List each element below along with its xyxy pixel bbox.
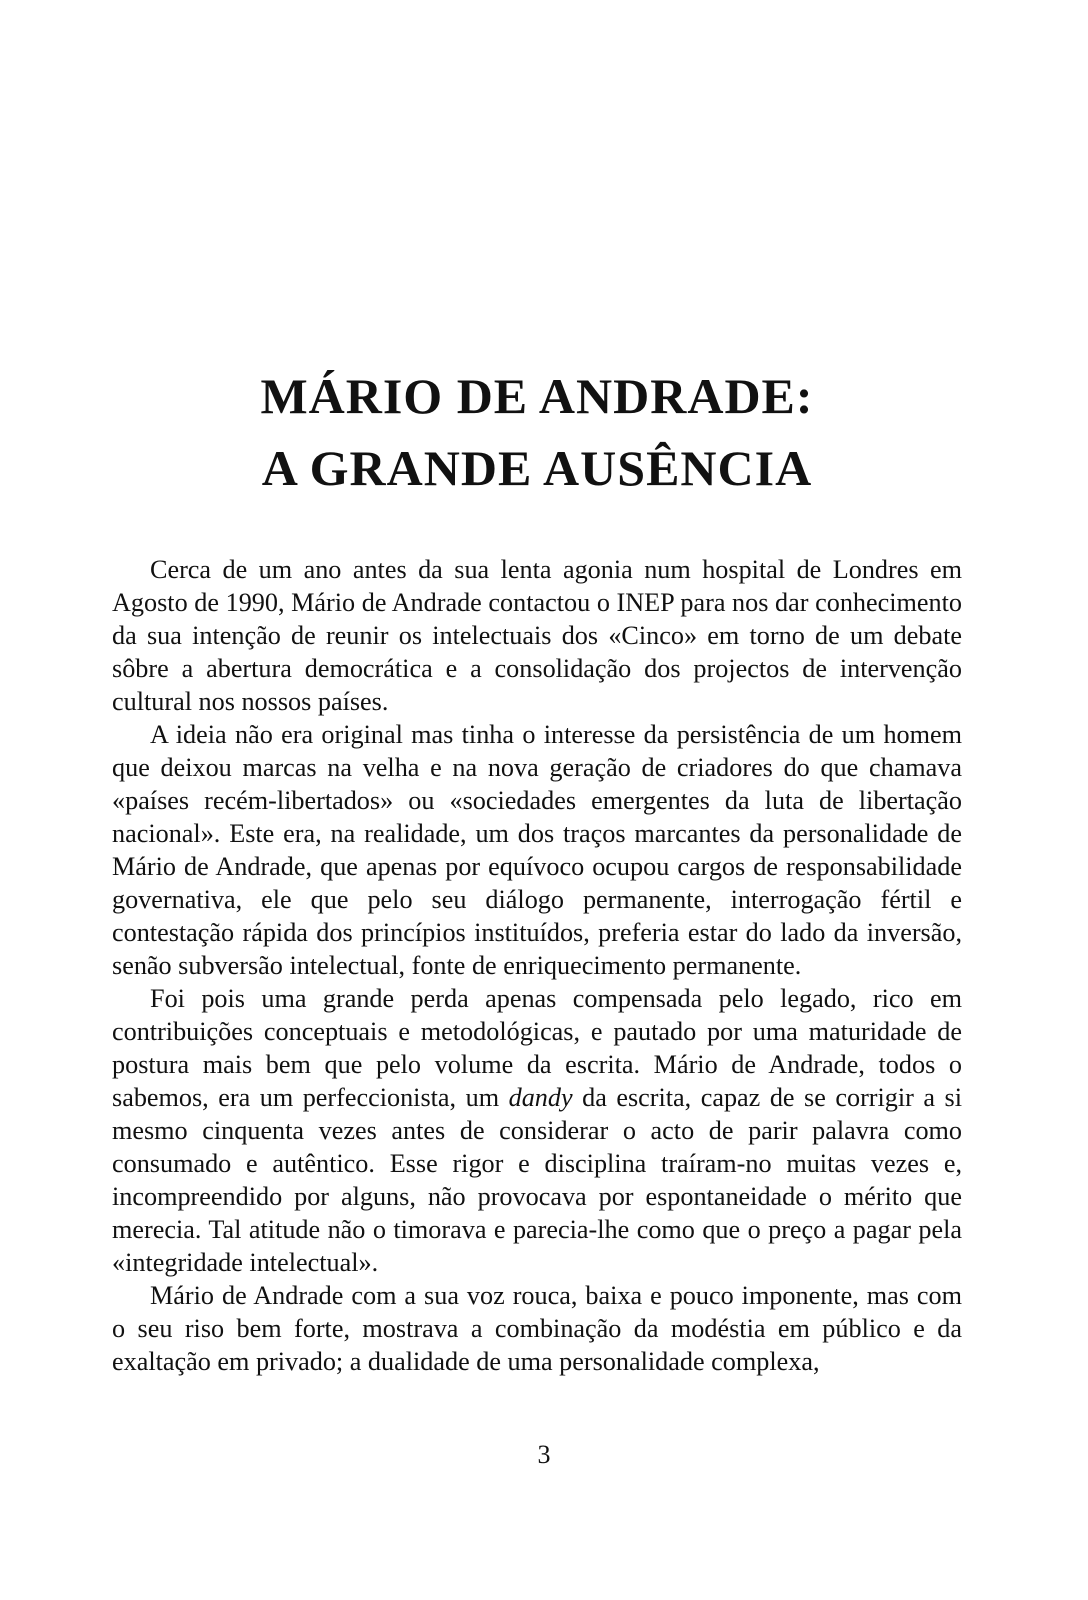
paragraph-1: Cerca de um ano antes da sua lenta agonia num hospital de Londres em Agosto de 1990, Mário de Andrade contactou o INEP para nos dar conhecimento da sua intenção de reunir os intelectuais dos «Cinco» em torno de um debate sôbre a abertura democrática e a consolidação dos projectos de intervenção cultural nos nossos países. xyxy=(112,555,962,716)
chapter-title-line-1: MÁRIO DE ANDRADE: xyxy=(260,368,814,424)
paragraph-3-italic-word: dandy xyxy=(508,1083,573,1112)
paragraph-4: Mário de Andrade com a sua voz rouca, baixa e pouco imponente, mas com o seu riso bem forte, mostrava a combinação da modéstia em público e da exaltação em privado; a dualidade de uma personalidade complexa, xyxy=(112,1281,962,1376)
chapter-title-line-2: A GRANDE AUSÊNCIA xyxy=(261,440,813,496)
paragraph-3-text-before: Foi pois uma grande perda apenas compensada pelo legado, rico em contribuições conceptuais e metodológicas, e pautado por uma maturidade de postura mais bem que pelo volume da escrita. Mário de Andrade, todos o sabemos, era um perfeccionista, um xyxy=(112,984,962,1112)
paragraph-3 xyxy=(112,982,962,1279)
paragraph-3-text-after: da escrita, capaz de se corrigir a si mesmo cinquenta vezes antes de considerar o acto de parir palavra como consumado e autêntico. Esse rigor e disciplina traíram-no muitas vezes e, incompreendido por alguns, não provocava por espontaneidade o mérito que merecia. Tal atitude não o timorava e parecia-lhe como que o preço a pagar pela «integridade intelectual». xyxy=(112,1083,963,1277)
paragraph-2: A ideia não era original mas tinha o interesse da persistência de um homem que deixou marcas na velha e na nova geração de criadores do que chamava «países recém-libertados» ou «sociedades emergentes da luta de libertação nacional». Este era, na realidade, um dos traços marcantes da personalidade de Mário de Andrade, que apenas por equívoco ocupou cargos de responsabilidade governativa, ele que pelo seu diálogo permanente, interrogação fértil e contestação rápida dos princípios instituídos, preferia estar do lado da inversão, senão subversão intelectual, fonte de enriquecimento permanente. xyxy=(112,720,962,980)
body-text xyxy=(112,553,962,1378)
chapter-title xyxy=(112,360,962,504)
page-number: 3 xyxy=(537,1440,551,1469)
